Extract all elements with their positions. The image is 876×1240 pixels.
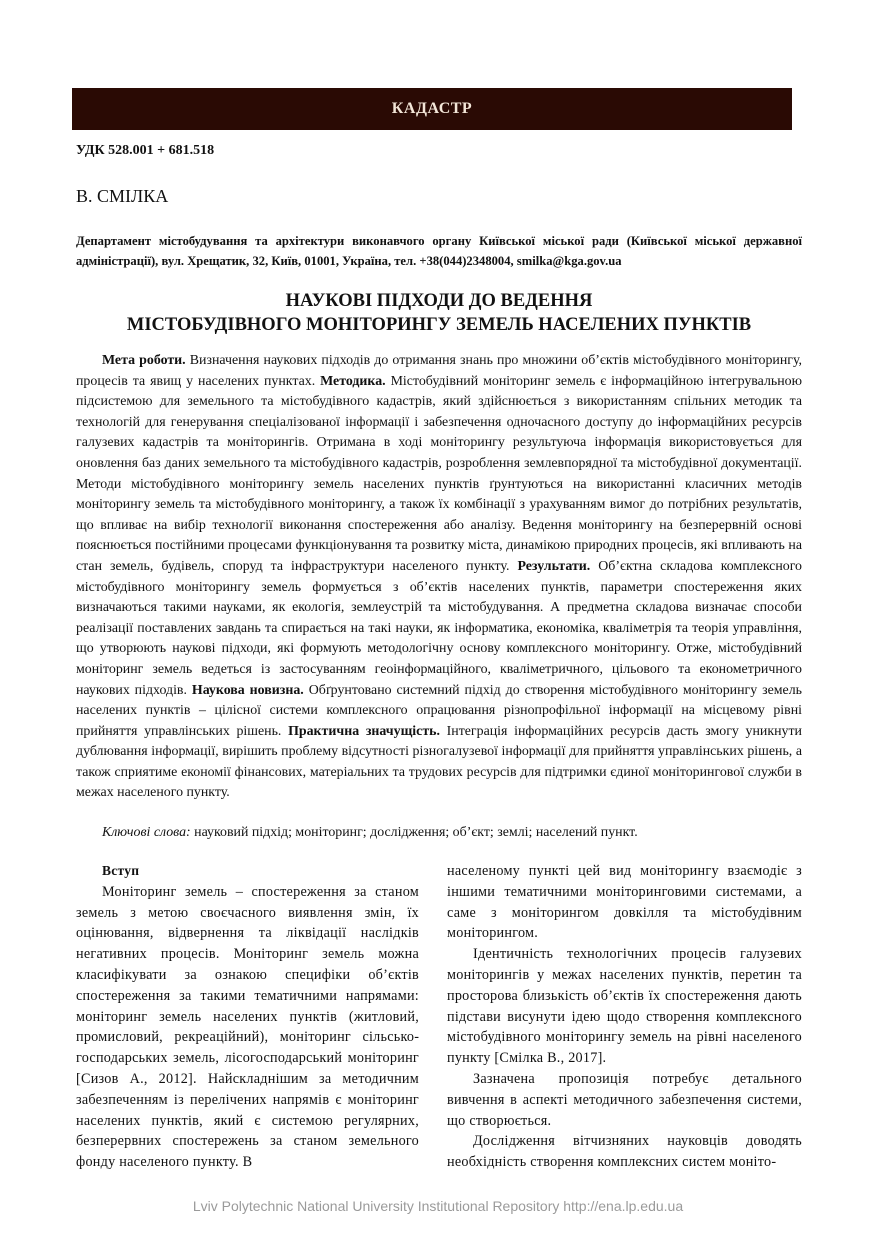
udk-code: УДК 528.001 + 681.518 xyxy=(76,143,215,158)
paragraph: Дослідження вітчизняних науковців доводять необхідність створення комплексних систем моніто- xyxy=(447,1133,802,1171)
abstract-label-method: Методика. xyxy=(320,373,386,389)
abstract-text: Містобудівний моніторинг земель є інформаційною інтегрувальною підсистемою для земельного та містобудівного кадастрів, який здійснюється з використанням спільних методик та технологій для генерування спеціалізованої інформації і забезпечення одночасного доступу до інформаційних ресурсів галузевих кадастрів та моніторингів. Отримана в ході моніторингу результуюча інформація використовується для оновлення баз даних земельного та містобудівного кадастрів, розроблення землевпорядної та містобудівної документації. Методи містобудівного моніторингу земель населених пунктів ґрунтуються на використанні класичних методів моніторингу земель та містобудівного моніторингу, а також їх комбінації з урахуванням вимог до потрібних результатів, що впливає на вибір технології виконання спостереження або аналізу. Ведення моніторингу на безперервній основі пояснюється постійними процесами функціонування та розвитку міста, динамікою природних процесів, які впливають на стан земель, будівель, споруд та інфраструктури населеного пункту. xyxy=(76,373,802,574)
abstract xyxy=(76,351,802,804)
section-heading-intro: Вступ xyxy=(102,863,140,878)
title-line-1: НАУКОВІ ПІДХОДИ ДО ВЕДЕННЯ xyxy=(285,291,593,311)
abstract-text: Інтеграція інформаційних ресурсів дасть змогу уникнути дублювання інформації, вирішить проблему відсутності різногалузевої інформації для прийняття управлінських рішень, а також сприятиме економії фінансових, матеріальних та трудових ресурсів для підтримки єдиної моніторингової служби в межах населеного пункту. xyxy=(76,723,802,801)
title-line-2: МІСТОБУДІВНОГО МОНІТОРИНГУ ЗЕМЕЛЬ НАСЕЛЕНИХ ПУНКТІВ xyxy=(126,315,752,335)
paragraph: населеному пункті цей вид моніторингу взаємодіє з іншими тематичними моніторинговими системами, а саме з моніторингом довкілля та містобудівним моніторингом. xyxy=(447,863,802,942)
paragraph: Моніторинг земель – спостереження за станом земель з метою своєчасного виявлення змін, їх оцінювання, відвернення та ліквідації наслідків негативних процесів. Моніторинг земель можна класифікувати за ознакою специфіки об’єктів спостереження за такими тематичними напрямами: моніторинг земель населених пунктів (житловий, промисловий, рекреаційний), моніторинг сільськогосподарських земель, лісогосподарський моніторинг [Сизов А., 2012]. Найскладнішим за методичним забезпеченням із перелічених напрямів є моніторинг населених пунктів, який є системою регулярних, безперервних спостережень за станом земельного фонду населеного пункту. В xyxy=(76,883,419,1171)
paragraph: Зазначена пропозиція потребує детального вивчення в аспекті методичного забезпечення системи, що створюється. xyxy=(447,1070,802,1129)
article-title xyxy=(76,289,802,337)
section-banner: КАДАСТР xyxy=(72,88,792,130)
abstract-label-results: Результати. xyxy=(517,558,591,574)
paragraph: Ідентичність технологічних процесів галузевих моніторингів у межах населених пунктів, перетин та просторова близькість об’єктів їх спостереження дають підстави висунути ідею щодо створення комплексного містобудівного моніторингу земель на рівні населеного пункту [Смілка В., 2017]. xyxy=(447,946,802,1067)
author-affiliation: Департамент містобудування та архітектури виконавчого органу Київської міської ради (Київської міської державної адміністрації), вул. Хрещатик, 32, Київ, 01001, Україна, тел. +38(044)2348004, smilka@kga.gov.ua xyxy=(76,234,802,268)
author-name: В. СМІЛКА xyxy=(76,186,169,206)
abstract-text: Об’єктна складова комплексного містобудівного моніторингу земель формується з об’єктів населених пунктів, параметри спостереження яких визначаються такими науками, як екологія, землеустрій та містобудування. А предметна складова визначає способи реалізації поставлених завдань та спирається на такі науки, як інформатика, економіка, кваліметрія та теорія управління, що утворюють наукові підходи, які формують методологічну основу комплексного моніторингу. Отже, містобудівний моніторинг земель ведеться із застосуванням геоінформаційного, кваліметричного, цільового та економетричного наукових підходів. xyxy=(76,558,802,698)
column-left xyxy=(76,861,419,1173)
column-right xyxy=(447,861,802,1173)
abstract-label-aim: Мета роботи. xyxy=(102,353,186,368)
abstract-text: Обґрунтовано системний підхід до створення містобудівного моніторингу земель населених пунктів – цілісної системи комплексного опрацювання різнопрофільної інформації на місцевому рівні прийняття управлінських рішень. xyxy=(76,682,802,739)
abstract-text: Визначення наукових підходів до отримання знань про множини об’єктів містобудівного моніторингу, процесів та явищ у населених пунктах. xyxy=(76,353,802,389)
repository-footer: Lviv Polytechnic National University Institutional Repository http://ena.lp.edu.ua xyxy=(192,1198,684,1214)
keywords-label: Ключові слова: xyxy=(102,825,191,840)
abstract-label-novelty: Наукова новизна. xyxy=(191,682,304,698)
abstract-label-significance: Практична значущість. xyxy=(288,723,440,739)
keywords xyxy=(76,823,802,844)
keywords-text: науковий підхід; моніторинг; дослідження; об’єкт; землі; населений пункт. xyxy=(190,825,638,840)
